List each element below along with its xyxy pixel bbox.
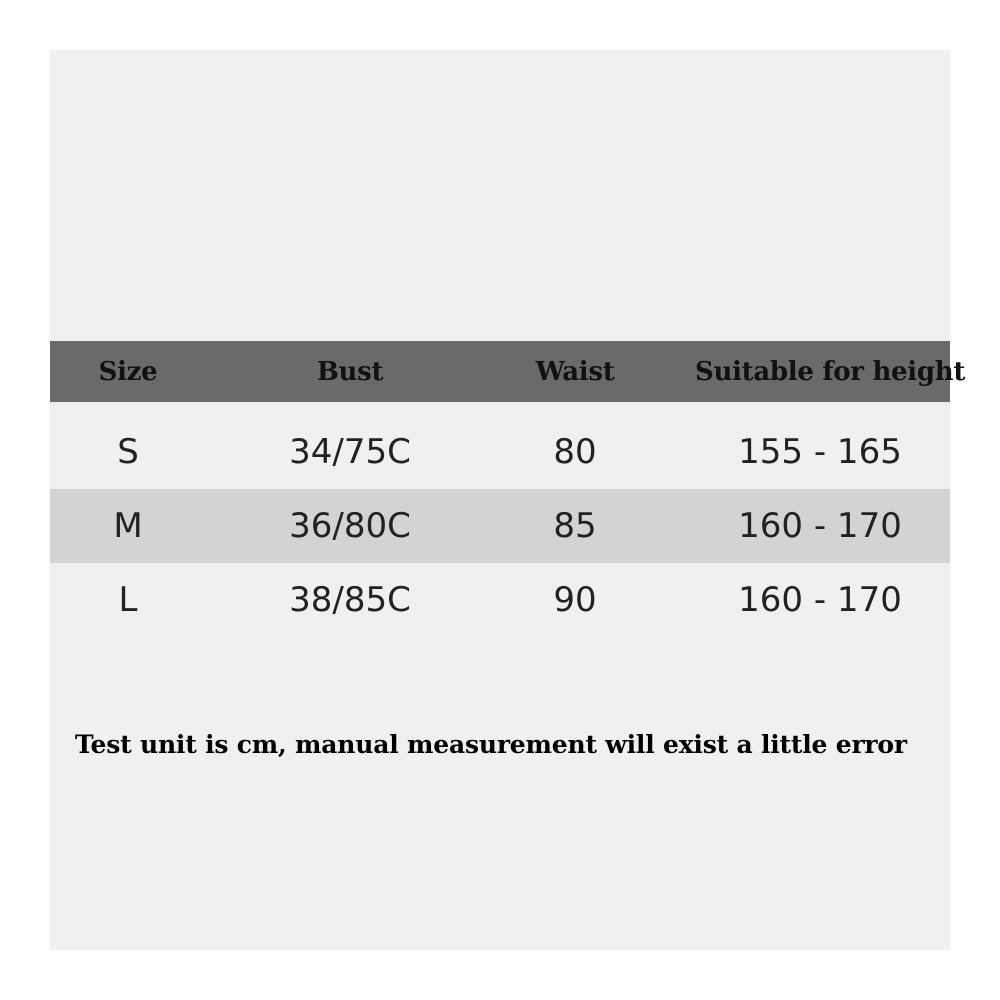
table-row (50, 415, 950, 489)
cell-size: L (118, 580, 138, 620)
cell-bust: 38/85C (289, 580, 411, 620)
cell-height: 160 - 170 (738, 506, 902, 546)
cell-waist: 80 (553, 432, 597, 472)
cell-size: S (117, 432, 139, 472)
cell-size: M (113, 506, 143, 546)
cell-height: 160 - 170 (738, 580, 902, 620)
cell-bust: 36/80C (289, 506, 411, 546)
table-row (50, 489, 950, 563)
header-size: Size (98, 356, 158, 387)
size-chart-panel (50, 50, 966, 950)
header-height: Suitable for height (695, 356, 966, 387)
header-bust: Bust (316, 356, 384, 387)
cell-height: 155 - 165 (738, 432, 902, 472)
size-table (50, 341, 966, 637)
cell-waist: 85 (553, 506, 597, 546)
measurement-note: Test unit is cm, manual measurement will exist a little error (75, 730, 907, 759)
table-header-row (50, 341, 966, 402)
cell-waist: 90 (553, 580, 597, 620)
cell-bust: 34/75C (289, 432, 411, 472)
header-waist: Waist (535, 356, 615, 387)
table-row (50, 563, 950, 637)
